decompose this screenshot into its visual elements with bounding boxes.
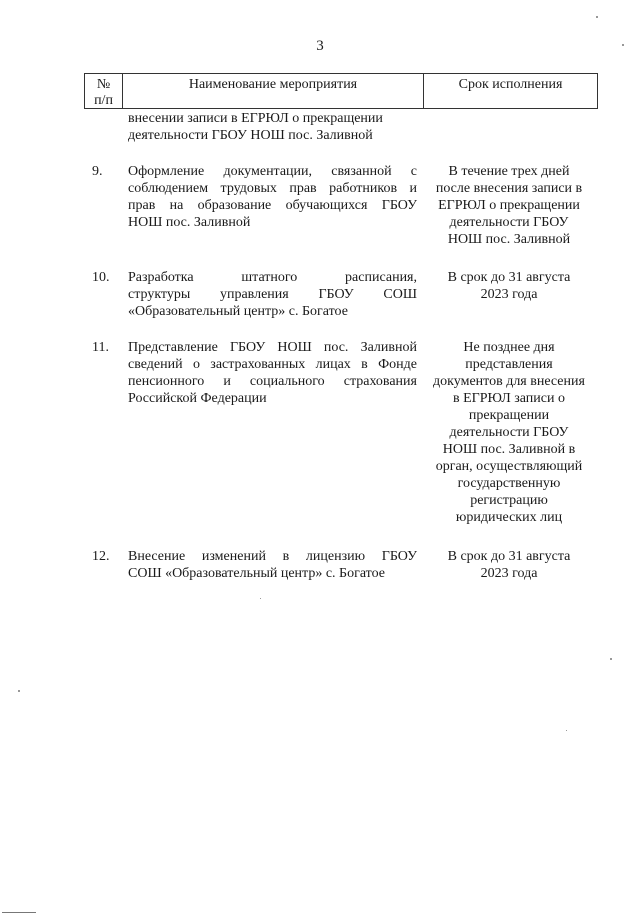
term-line: В срок до 31 августа [447,549,571,564]
row-term [421,269,597,303]
row-term [421,548,597,582]
header-term-column: Срок исполнения [458,77,563,92]
term-line: деятельности ГБОУ [449,425,569,440]
row-number: 10. [92,270,110,285]
header-number-column [85,74,123,108]
scan-speck [622,44,624,46]
scan-speck [610,658,612,660]
description-line: СОШ «Образовательный центр» с. Богатое [128,566,385,581]
continuation-text [128,110,418,144]
continuation-line: деятельности ГБОУ НОШ пос. Заливной [128,128,373,143]
term-line: в ЕГРЮЛ записи о [453,391,565,406]
header-number-abbrev: п/п [94,93,113,108]
term-line: регистрацию [470,493,548,508]
term-line: прекращении [468,408,550,423]
row-term [421,163,597,248]
term-line: В течение трех дней [448,164,570,179]
row-description [128,339,417,407]
description-line: прав на образование обучающихся ГБОУ [128,198,417,213]
term-line: НОШ пос. Заливной [447,232,571,247]
scan-speck [18,690,20,692]
continuation-line: внесении записи в ЕГРЮЛ о прекращении [128,111,383,126]
term-line: юридических лиц [455,510,563,525]
row-description [128,269,417,320]
row-description [128,548,417,582]
description-line: пенсионного и социального страхования [128,374,417,389]
term-line: представления [465,357,553,372]
term-line: 2023 года [480,287,538,302]
page-number: 3 [316,38,324,54]
term-line: ЕГРЮЛ о прекращении [438,198,580,213]
term-line: деятельности ГБОУ [449,215,569,230]
row-number: 9. [92,164,103,179]
term-line: после внесения записи в [435,181,583,196]
term-line: Не позднее дня [463,340,555,355]
scan-speck [566,730,567,731]
scan-speck [260,598,261,599]
term-line: В срок до 31 августа [447,270,571,285]
description-line: Российской Федерации [128,391,267,406]
term-line: 2023 года [480,566,538,581]
description-line: Разработка штатного расписания, [128,270,417,285]
scan-speck [596,16,598,18]
row-term [421,339,597,526]
description-line: Представление ГБОУ НОШ пос. Заливной [128,340,417,355]
scan-edge-mark [2,912,36,913]
description-line: «Образовательный центр» с. Богатое [128,304,348,319]
header-name-column: Наименование мероприятия [123,74,424,108]
term-line: НОШ пос. Заливной в [442,442,576,457]
row-description [128,163,417,231]
row-number: 11. [92,340,109,355]
term-line: документов для внесения [433,374,585,389]
description-line: сведений о застрахованных лицах в Фонде [128,357,417,372]
description-line: НОШ пос. Заливной [128,215,251,230]
description-line: структуры управления ГБОУ СОШ [128,287,417,302]
term-line: государственную [457,476,561,491]
row-number: 12. [92,549,110,564]
term-line: орган, осуществляющий [435,459,583,474]
header-number-symbol: № [96,77,111,92]
description-line: Внесение изменений в лицензию ГБОУ [128,549,417,564]
description-line: Оформление документации, связанной с [128,164,417,179]
description-line: соблюдением трудовых прав работников и [128,181,417,196]
table-header [84,73,598,109]
